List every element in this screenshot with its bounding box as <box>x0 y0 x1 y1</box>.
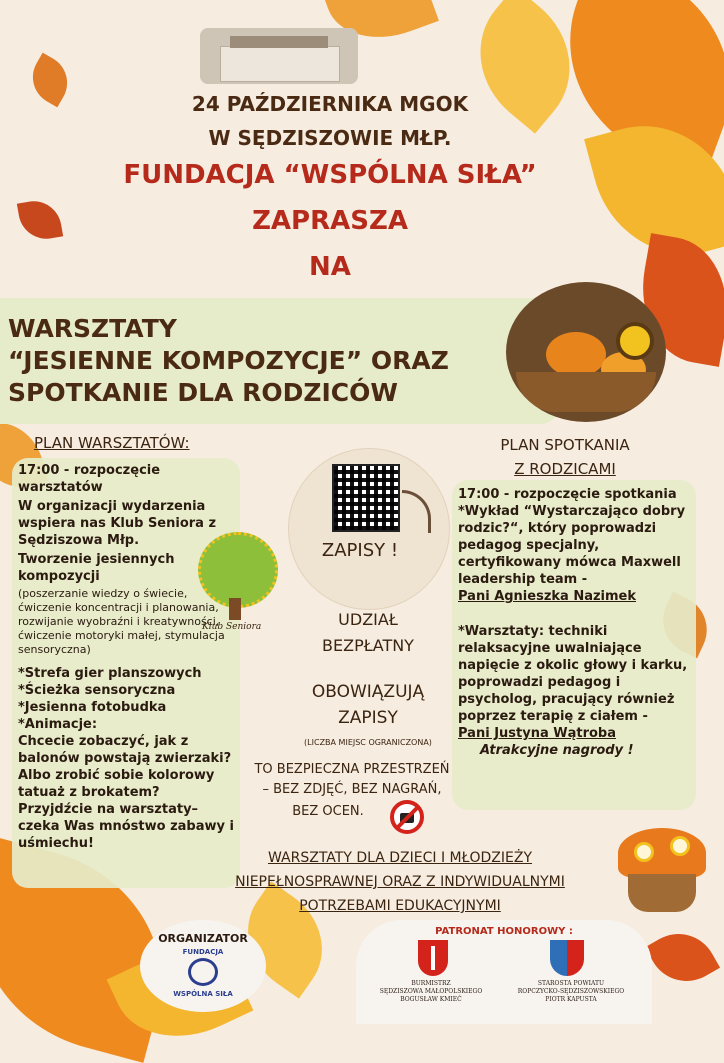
event-place: W SĘDZISZOWIE MŁP. <box>208 126 452 150</box>
basket-icon <box>516 372 656 412</box>
qr-code-icon[interactable] <box>332 464 400 532</box>
inclusion-line-3: POTRZEBAMI EDUKACYJNYMI <box>299 898 501 914</box>
list-item: *Animacje: <box>18 717 98 732</box>
patronage-label: PATRONAT HONOROWY : <box>435 926 573 937</box>
leaf-icon <box>645 920 720 995</box>
lecturer-name: Pani Agnieszka Nazimek <box>458 589 637 604</box>
pumpkin-icon <box>546 332 606 377</box>
safe-space-line-2: – BEZ ZDJĘĆ, BEZ NAGRAŃ, <box>262 782 442 797</box>
sunflower-icon <box>616 322 654 360</box>
inclusion-line-1: WARSZTATY DLA DZIECI I MŁODZIEŻY <box>267 850 533 866</box>
workshop-details: (poszerzanie wiedzy o świecie, ćwiczenie koncentracji i planowania, rozwijanie wyobraźni i kreatywności, ćwiczenie motoryki małej, stymulacja sensoryczna) <box>18 587 225 656</box>
foundation-logo-bottom: WSPÓLNA SIŁA <box>173 990 233 998</box>
workshop-support: W organizacji wydarzenia wspiera nas Klub Seniora z Sędziszowa Młp. <box>18 499 217 548</box>
foundation-logo-top: FUNDACJA <box>182 948 224 956</box>
meeting-plan-heading-1: PLAN SPOTKANIA <box>500 436 630 454</box>
event-banner <box>0 298 560 424</box>
club-logo-caption: Klub Seniora <box>202 622 262 632</box>
pumpkin-basket-image <box>506 282 666 422</box>
foundation-name: FUNDACJA “WSPÓLNA SIŁA” <box>123 160 537 190</box>
workshop-items <box>18 665 238 733</box>
prizes-text: Atrakcyjne nagrody ! <box>480 743 634 758</box>
arms-right-half <box>567 940 584 976</box>
no-camera-icon <box>390 800 424 834</box>
starost-name: PIOTR KAPUSTA <box>545 996 597 1003</box>
arms-symbol-icon <box>431 946 435 970</box>
organizer-badge <box>140 920 266 1012</box>
banner-line-3: SPOTKANIE DLA RODZICÓW <box>8 378 398 407</box>
workshop-compositions: Tworzenie jesiennych kompozycji <box>18 552 175 584</box>
relaxation-workshops-text: *Warsztaty: techniki relaksacyjne uwalniające napięcie z okolic głowy i karku, poprowadzi pedagog i psycholog, pracujący również poprzez terapię z ciałem - <box>458 624 688 724</box>
daisy-icon <box>634 842 654 862</box>
closing-text: Przyjdźcie na warsztaty– czeka Was mnóstwo zabawy i uśmiechu! <box>18 802 234 851</box>
list-item: *Ścieżka sensoryczna <box>18 683 176 698</box>
club-seniora-logo <box>196 528 274 636</box>
tree-icon <box>198 532 278 608</box>
therapist-name: Pani Justyna Wątroba <box>458 726 617 741</box>
tree-trunk-icon <box>229 598 241 620</box>
safe-space-line-1: TO BEZPIECZNA PRZESTRZEŃ <box>254 762 450 777</box>
workshop-start-time: 17:00 - rozpoczęcie warsztatów <box>18 463 161 495</box>
lecture-text: *Wykład “Wystarczająco dobry rodzic?“, który poprowadzi pedagog specjalny, certyfikowany mówca Maxwell leadership team - <box>458 504 686 587</box>
meeting-plan-heading-2: Z RODZICAMI <box>514 460 616 478</box>
mayor-title: BURMISTRZ <box>411 980 451 987</box>
flower-basket-image <box>614 822 710 918</box>
safe-space-line-3: BEZ OCEN. <box>292 804 364 819</box>
basket-icon <box>628 874 696 912</box>
mayor-town: SĘDZISZOWA MAŁOPOLSKIEGO <box>379 988 483 995</box>
required-line-2: ZAPISY <box>338 708 398 728</box>
daisy-icon <box>670 836 690 856</box>
free-line-2: BEZPŁATNY <box>322 636 414 655</box>
building-photo <box>200 28 358 84</box>
required-line-1: OBOWIĄZUJĄ <box>311 682 425 702</box>
building-body <box>220 46 340 82</box>
signup-label[interactable]: ZAPISY ! <box>321 540 399 561</box>
event-date: 24 PAŹDZIERNIKA MGOK <box>191 92 469 116</box>
mayor-name: BOGUSŁAW KMIEĆ <box>400 996 462 1003</box>
invites-text: ZAPRASZA <box>252 206 408 236</box>
sedziszow-coat-of-arms-icon <box>418 940 448 976</box>
workshop-plan-heading: PLAN WARSZTATÓW: <box>34 434 190 452</box>
arms-left-half <box>550 940 567 976</box>
workshop-plan-content <box>18 462 238 852</box>
building-roof <box>230 36 328 48</box>
organizer-label: ORGANIZATOR <box>158 932 248 945</box>
free-line-1: UDZIAŁ <box>338 610 398 629</box>
to-text: NA <box>309 252 351 282</box>
animations-text: Chcecie zobaczyć, jak z balonów powstają zwierzaki? Albo zrobić sobie kolorowy tatuaż z brokatem? <box>18 734 232 800</box>
limited-places-note: (LICZBA MIEJSC OGRANICZONA) <box>304 738 432 747</box>
banner-line-2: “JESIENNE KOMPOZYCJE” ORAZ <box>8 346 449 375</box>
list-item: *Jesienna fotobudka <box>18 700 167 715</box>
flowers-icon <box>618 828 706 878</box>
meeting-start-time: 17:00 - rozpoczęcie spotkania <box>458 487 677 502</box>
inclusion-line-2: NIEPEŁNOSPRAWNEJ ORAZ Z INDYWIDUALNYMI <box>235 874 565 890</box>
foundation-logo-icon <box>188 958 218 986</box>
meeting-plan-content <box>458 486 690 759</box>
leaf-icon <box>23 53 78 108</box>
banner-line-1: WARSZTATY <box>8 314 177 343</box>
starost-county: ROPCZYCKO-SĘDZISZOWSKIEGO <box>517 988 625 995</box>
slash-icon <box>395 806 419 830</box>
county-coat-of-arms-icon <box>550 940 584 976</box>
patronage-panel <box>356 920 652 1024</box>
leaf-icon <box>17 197 63 243</box>
list-item: *Strefa gier planszowych <box>18 666 202 681</box>
starost-title: STAROSTA POWIATU <box>537 980 605 987</box>
